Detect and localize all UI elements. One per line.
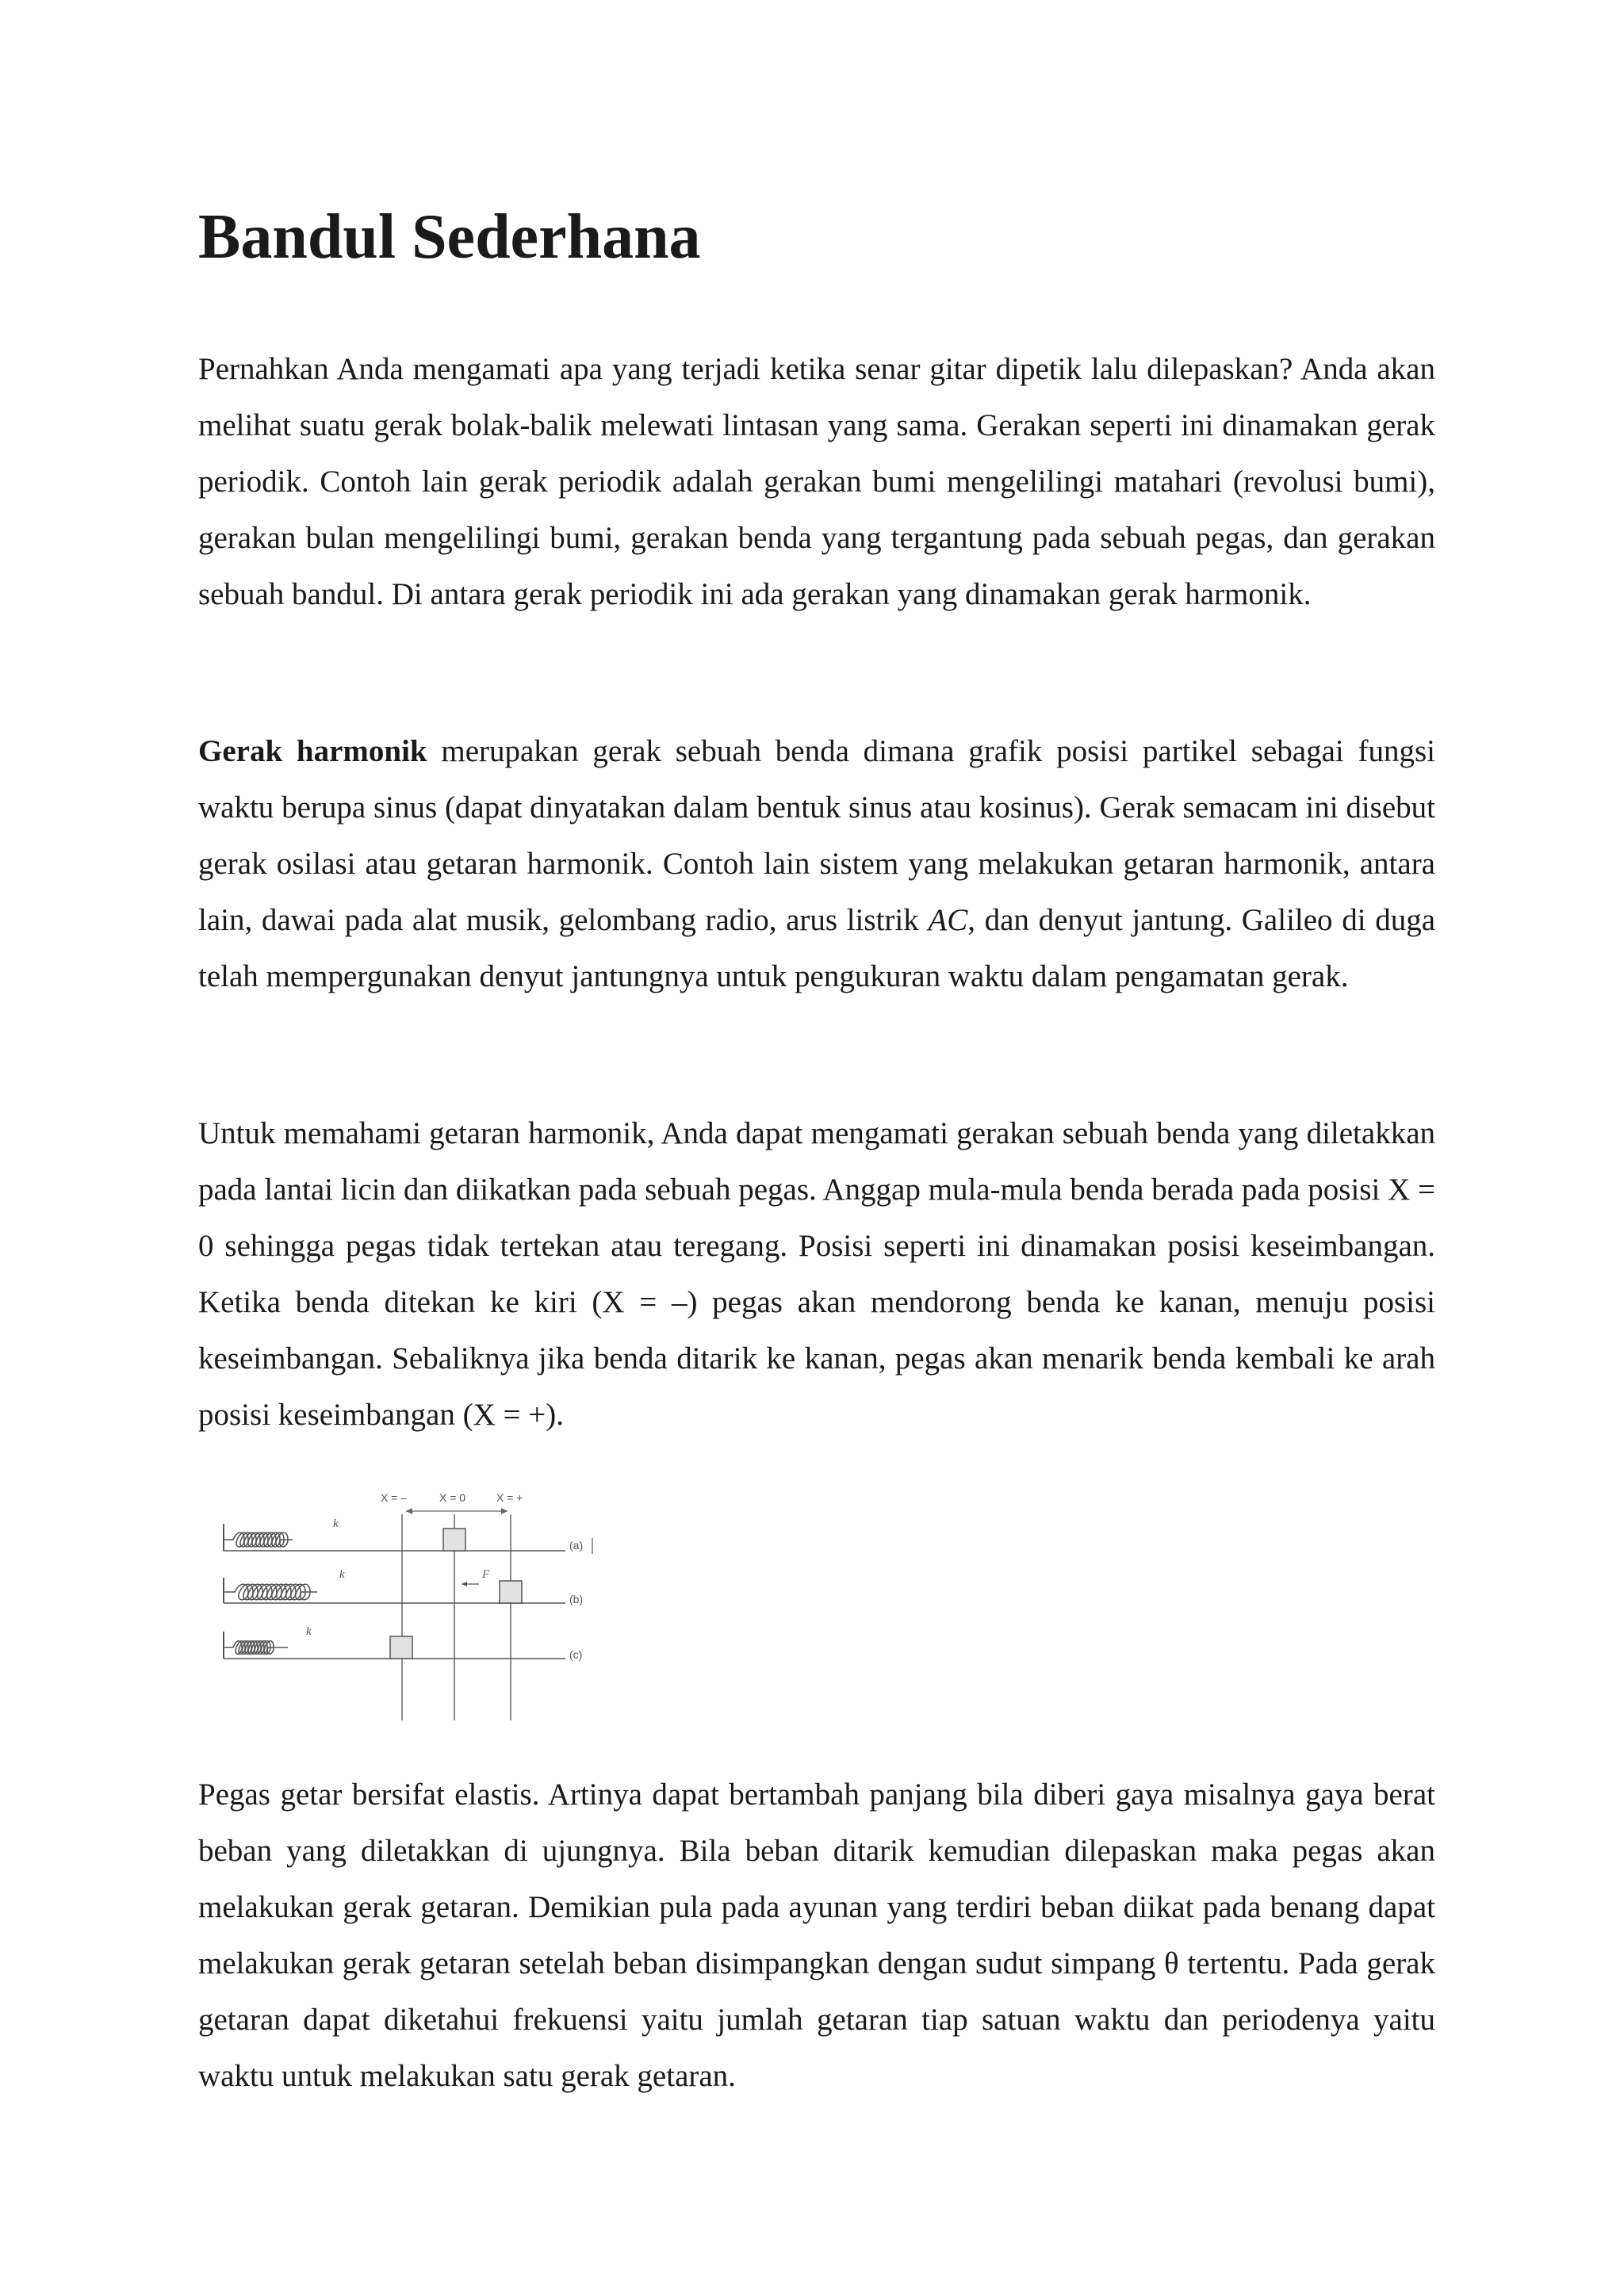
mass-block-b: [500, 1581, 522, 1603]
bold-term-harmonic: Gerak harmonik: [198, 734, 427, 768]
paragraph-periodic-motion: Pernahkan Anda mengamati apa yang terjadi ketika senar gitar dipetik lalu dilepaskan? Anda akan melihat suatu gerak bolak-balik melewati lintasan yang sama. Gerakan seperti ini dinamakan gerak periodik. Contoh lain gerak periodik adalah gerakan bumi mengelilingi matahari (revolusi bumi), gerakan bulan mengelilingi bumi, gerakan benda yang tergantung pada sebuah pegas, dan gerakan sebuah bandul. Di antara gerak periodik ini ada gerakan yang dinamakan gerak harmonik.: [198, 352, 1435, 611]
row-label-c: (c): [569, 1648, 583, 1661]
spring-a: [224, 1533, 293, 1547]
spring-constant-c: k: [306, 1625, 312, 1638]
label-x-minus: X = –: [381, 1491, 408, 1504]
spring-constant-b: k: [339, 1568, 345, 1581]
mass-block-c: [390, 1636, 412, 1659]
label-x-plus: X = +: [496, 1491, 523, 1504]
paragraph-spring-equilibrium: Untuk memahami getaran harmonik, Anda dapat mengamati gerakan sebuah benda yang diletakkan pada lantai licin dan diikatkan pada sebuah pegas. Anggap mula-mula benda berada pada posisi X = 0 sehingga pegas tidak tertekan atau teregang. Posisi seperti ini dinamakan posisi keseimbangan. Ketika benda ditekan ke kiri (X = –) pegas akan mendorong benda ke kanan, menuju posisi keseimbangan. Sebaliknya jika benda ditarik ke kanan, pegas akan menarik benda kembali ke arah posisi keseimbangan (X = +).: [198, 1116, 1435, 1432]
italic-term-ac: AC: [928, 903, 968, 937]
arrow-head-right: [501, 1508, 508, 1514]
spring-c: [224, 1641, 288, 1655]
spring-mass-figure: [213, 1483, 609, 1720]
spring-mass-diagram: [213, 1483, 609, 1720]
paragraph-elastic-spring: Pegas getar bersifat elastis. Artinya dapat bertambah panjang bila diberi gaya misalnya gaya berat beban yang diletakkan di ujungnya. Bila beban ditarik kemudian dilepaskan maka pegas akan melakukan gerak getaran. Demikian pula pada ayunan yang terdiri beban diikat pada benang dapat melakukan gerak getaran setelah beban disimpangkan dengan sudut simpang θ tertentu. Pada gerak getaran dapat diketahui frekuensi yaitu jumlah getaran tiap satuan waktu dan periodenya yaitu waktu untuk melakukan satu gerak getaran.: [198, 1777, 1435, 2093]
paragraph-harmonic-text-a: merupakan gerak sebuah benda dimana grafik posisi partikel sebagai fungsi waktu berupa sinus (dapat dinyatakan dalam bentuk sinus atau kosinus). Gerak semacam ini disebut gerak osilasi atau getaran harmonik. Contoh lain sistem yang melakukan getaran harmonik, antara lain, dawai pada alat musik, gelombang radio, arus listrik: [198, 734, 1435, 937]
paragraph-harmonic-motion: [198, 723, 1435, 1004]
paragraph-harmonic-text-b: , dan denyut jantung. Galileo di duga telah mempergunakan denyut jantungnya untuk pengukuran waktu dalam pengamatan gerak.: [198, 903, 1435, 993]
label-x-zero: X = 0: [439, 1491, 466, 1504]
force-arrow-head-b: [462, 1582, 467, 1586]
row-label-b: (b): [569, 1593, 584, 1605]
arrow-head-left: [406, 1508, 412, 1514]
spring-b: [224, 1584, 317, 1600]
spring-constant-a: k: [333, 1517, 339, 1530]
mass-block-a: [443, 1529, 465, 1551]
page-title: Bandul Sederhana: [198, 202, 701, 272]
force-label-b: F: [482, 1568, 490, 1581]
row-label-a: (a): [569, 1539, 584, 1552]
